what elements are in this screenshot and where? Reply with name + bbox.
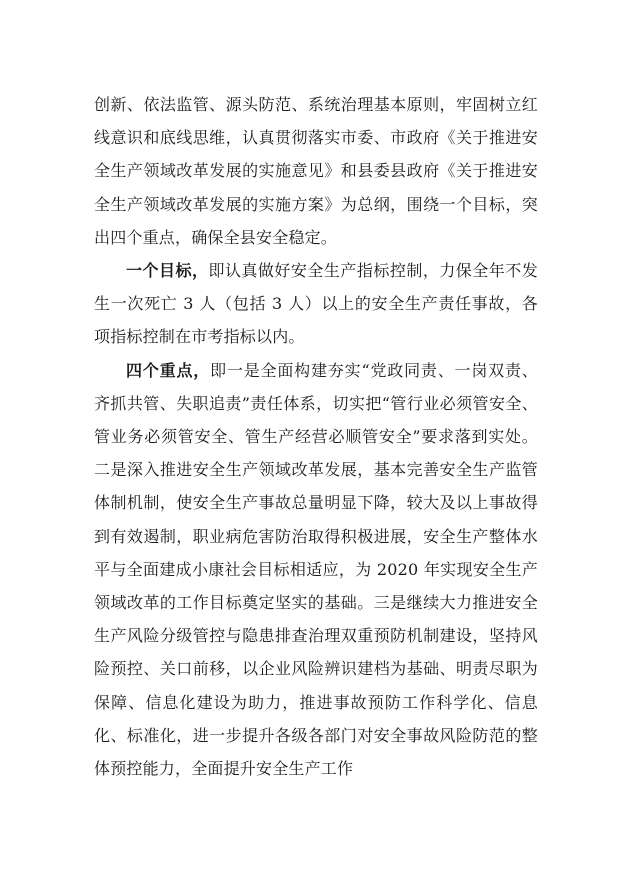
paragraph-text: 即认真做好安全生产指标控制，力保全年不发生一次死亡 3 人（包括 3 人）以上的安全生产责任事故，各项指标控制在市考指标以内。 [94, 261, 538, 347]
document-page [94, 88, 538, 785]
paragraph-lead-heading: 一个目标， [126, 261, 209, 281]
paragraph-text: 即一是全面构建夯实“党政同责、一岗双责、齐抓共管、失职追责”责任体系，切实把“管行业必须管安全、管业务必须管安全、管生产经营必顺管安全”要求落到实处。二是深入推进安全生产领域改革发展，基本完善安全生产监管体制机制，使安全生产事故总量明显下降，较大及以上事故得到有效遏制，职业病危害防治取得积极进展，安全生产整体水平与全面建成小康社会目标相适应，为 2020 年实现安全生产领域改革的工作目标奠定坚实的基础。三是继续大力推进安全生产风险分级管控与隐患排查治理双重预防机制建设，坚持风险预控、关口前移，以企业风险辨识建档为基础、明责尽职为保障、信息化建设为助力，推进事故预防工作科学化、信息化、标准化，进一步提升各级各部门对安全事故风险防范的整体预控能力，全面提升安全生产工作 [94, 360, 538, 779]
paragraph-text: 创新、依法监管、源头防范、系统治理基本原则，牢固树立红线意识和底线思维，认真贯彻落实市委、市政府《关于推进安全生产领域改革发展的实施意见》和县委县政府《关于推进安全生产领域改革发展的实施方案》为总纲，围绕一个目标，突出四个重点，确保全县安全稳定。 [94, 95, 538, 247]
paragraph-one-goal [94, 254, 538, 354]
paragraph-four-priorities [94, 354, 538, 786]
paragraph-lead-heading: 四个重点， [126, 360, 211, 380]
paragraph-principles [94, 88, 538, 254]
